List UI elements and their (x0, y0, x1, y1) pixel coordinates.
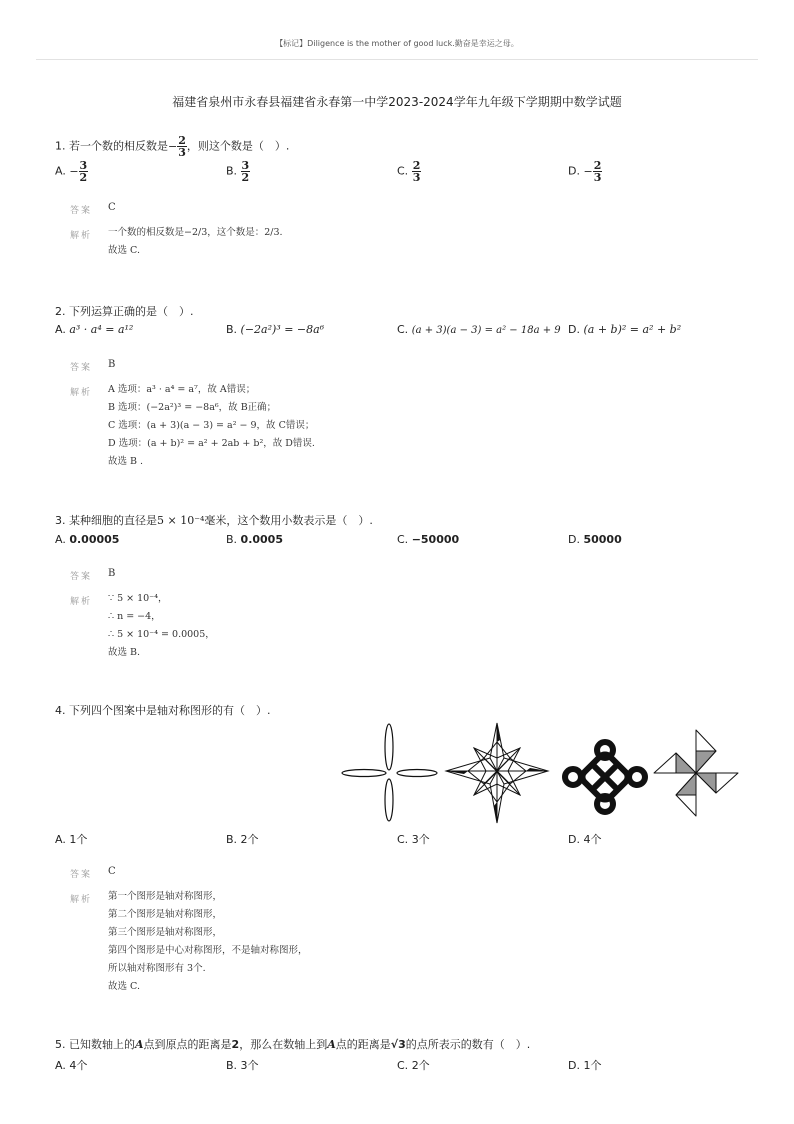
stem-math: 5 × 10⁻⁴ (157, 514, 205, 527)
question-number: 5. (55, 1038, 66, 1051)
stem-math: − $\frac{2}{3}$ (168, 134, 186, 159)
solution-line: B 选项：(−2a²)³ = −8a⁶，故 B正确； (108, 402, 277, 413)
figure-compass-star (444, 720, 552, 826)
solution-line: 故选 B. (108, 647, 141, 658)
option-value: 4个 (583, 833, 602, 846)
option-letter: B. (226, 533, 238, 546)
solution-line: 故选 C. (108, 245, 140, 256)
option-letter: B. (226, 164, 238, 178)
q4-option-b[interactable] (226, 831, 259, 847)
q5-option-d[interactable] (568, 1057, 601, 1073)
solution-line: D 选项：(a + b)² = a² + 2ab + b²，故 D错误. (108, 438, 315, 449)
option-letter: C. (397, 833, 409, 846)
q2-solution (108, 381, 315, 471)
option-value: 3个 (240, 1059, 259, 1072)
stem-text: 若一个数的相反数是 (69, 139, 168, 153)
stem-text: 下列四个图案中是轴对称图形的有（ ）. (69, 704, 271, 717)
option-math: $\frac{3}{2}$ (241, 159, 250, 184)
option-letter: D. (568, 323, 580, 336)
q2-option-b[interactable] (226, 323, 324, 336)
stem-text: 点到原点的距离是 (143, 1038, 232, 1051)
option-letter: A. (55, 533, 66, 546)
answer-label: 答案 (70, 870, 93, 880)
solution-line: ∴ 5 × 10⁻⁴ = 0.0005， (108, 629, 215, 640)
solution-line: ∴ n = −4， (108, 611, 161, 622)
option-value: 2个 (240, 833, 259, 846)
q4-solution (108, 888, 308, 996)
stem-text: 某种细胞的直径是 (69, 514, 157, 527)
stem-text: ，则这个数是（ ）. (186, 139, 290, 153)
option-value: −50000 (411, 533, 460, 546)
solution-line: 第三个图形是轴对称图形， (108, 927, 223, 938)
option-math: (a + 3)(a − 3) = a² − 18a + 9 (411, 325, 561, 336)
header-rule (36, 59, 758, 60)
question-number: 4. (55, 704, 66, 717)
answer-label: 答案 (70, 363, 93, 373)
option-value: 1个 (69, 833, 88, 846)
q4-option-d[interactable] (568, 831, 601, 847)
option-math: − $\frac{2}{3}$ (583, 159, 602, 184)
option-value: 50000 (583, 533, 622, 546)
q4-option-a[interactable] (55, 831, 87, 847)
stem-text: 下列运算正确的是（ ）. (69, 305, 194, 318)
stem-text: 点的距离是 (335, 1038, 391, 1051)
option-value: 0.0005 (240, 533, 283, 546)
option-letter: B. (226, 323, 238, 336)
option-value: 0.00005 (69, 533, 120, 546)
solution-line: ∵ 5 × 10⁻⁴， (108, 593, 168, 604)
stem-math: A (135, 1038, 144, 1051)
question-5-stem (55, 1036, 530, 1052)
analysis-label: 解析 (70, 597, 93, 607)
solution-line: 第四个图形是中心对称图形，不是轴对称图形， (108, 945, 308, 956)
q4-option-c[interactable] (397, 831, 430, 847)
q3-option-b[interactable] (226, 533, 283, 546)
solution-line: A 选项：a³ · a⁴ = a⁷，故 A错误； (108, 384, 256, 395)
q1-option-d[interactable] (568, 160, 602, 183)
stem-text: 已知数轴上的 (69, 1038, 135, 1051)
option-value: 3个 (411, 833, 430, 846)
option-math: $\frac{2}{3}$ (412, 159, 421, 184)
analysis-label: 解析 (70, 895, 93, 905)
solution-line: 第一个图形是轴对称图形， (108, 891, 223, 902)
q1-option-b[interactable] (226, 160, 250, 183)
option-letter: C. (397, 323, 409, 336)
q2-option-c[interactable] (397, 323, 561, 336)
stem-text: 的点所表示的数有（ ）. (405, 1038, 531, 1051)
solution-line: 故选 C. (108, 981, 140, 992)
option-letter: D. (568, 833, 580, 846)
option-math: (a + b)² = a² + b² (583, 323, 682, 336)
figure-chinese-knot (560, 738, 650, 818)
option-letter: D. (568, 1059, 580, 1072)
q3-option-c[interactable] (397, 533, 459, 546)
option-letter: A. (55, 164, 66, 178)
answer-label: 答案 (70, 572, 93, 582)
option-letter: A. (55, 323, 66, 336)
stem-text: ，那么在数轴上到 (239, 1038, 328, 1051)
solution-line: 故选 B . (108, 456, 144, 467)
q5-option-a[interactable] (55, 1057, 87, 1073)
q4-answer: C (108, 866, 116, 877)
q5-option-b[interactable] (226, 1057, 259, 1073)
figure-pinwheel (652, 727, 740, 819)
option-math: a³ · a⁴ = a¹² (69, 323, 134, 336)
question-number: 2. (55, 305, 66, 318)
analysis-label: 解析 (70, 231, 93, 241)
page-title: 福建省泉州市永春县福建省永春第一中学2023-2024学年九年级下学期期中数学试题 (172, 95, 622, 109)
option-letter: B. (226, 1059, 238, 1072)
question-3-stem (55, 512, 373, 528)
question-number: 3. (55, 514, 66, 527)
q3-answer: B (108, 568, 116, 579)
option-letter: A. (55, 1059, 66, 1072)
q1-option-c[interactable] (397, 160, 421, 183)
option-letter: C. (397, 1059, 409, 1072)
q3-solution (108, 590, 215, 662)
q3-option-d[interactable] (568, 533, 622, 546)
option-letter: D. (568, 533, 580, 546)
stem-text: 毫米，这个数用小数表示是（ ）. (204, 514, 373, 527)
solution-line: 一个数的相反数是−2/3，这个数是：2/3. (108, 227, 283, 238)
option-letter: C. (397, 164, 409, 178)
option-value: 4个 (69, 1059, 88, 1072)
option-letter: C. (397, 533, 409, 546)
q2-answer: B (108, 359, 116, 370)
q5-option-c[interactable] (397, 1057, 430, 1073)
q1-option-a[interactable] (55, 160, 88, 183)
option-math: − $\frac{3}{2}$ (69, 159, 88, 184)
figure-ellipses (340, 722, 440, 822)
option-letter: D. (568, 164, 580, 178)
solution-line: 所以轴对称图形有 3个. (108, 963, 206, 974)
option-math: (−2a²)³ = −8a⁶ (240, 323, 325, 336)
stem-math: √3 (390, 1038, 406, 1051)
option-letter: B. (226, 833, 238, 846)
q2-option-d[interactable] (568, 323, 681, 336)
q3-option-a[interactable] (55, 533, 119, 546)
answer-label: 答案 (70, 206, 93, 216)
option-letter: A. (55, 833, 66, 846)
question-4-stem (55, 702, 271, 718)
option-value: 2个 (411, 1059, 430, 1072)
question-number: 1. (55, 139, 66, 153)
stem-math: 2 (231, 1038, 240, 1051)
q2-option-a[interactable] (55, 323, 133, 336)
option-value: 1个 (583, 1059, 602, 1072)
solution-line: C 选项：(a + 3)(a − 3) = a² − 9，故 C错误； (108, 420, 315, 431)
analysis-label: 解析 (70, 388, 93, 398)
q1-answer: C (108, 202, 116, 213)
question-2-stem (55, 303, 194, 319)
page-banner: 【标记】Diligence is the mother of good luck.勤奋是幸运之母。 (275, 39, 519, 48)
question-1-stem (55, 135, 289, 158)
q1-solution (108, 224, 283, 260)
stem-math: A (327, 1038, 336, 1051)
solution-line: 第二个图形是轴对称图形， (108, 909, 223, 920)
